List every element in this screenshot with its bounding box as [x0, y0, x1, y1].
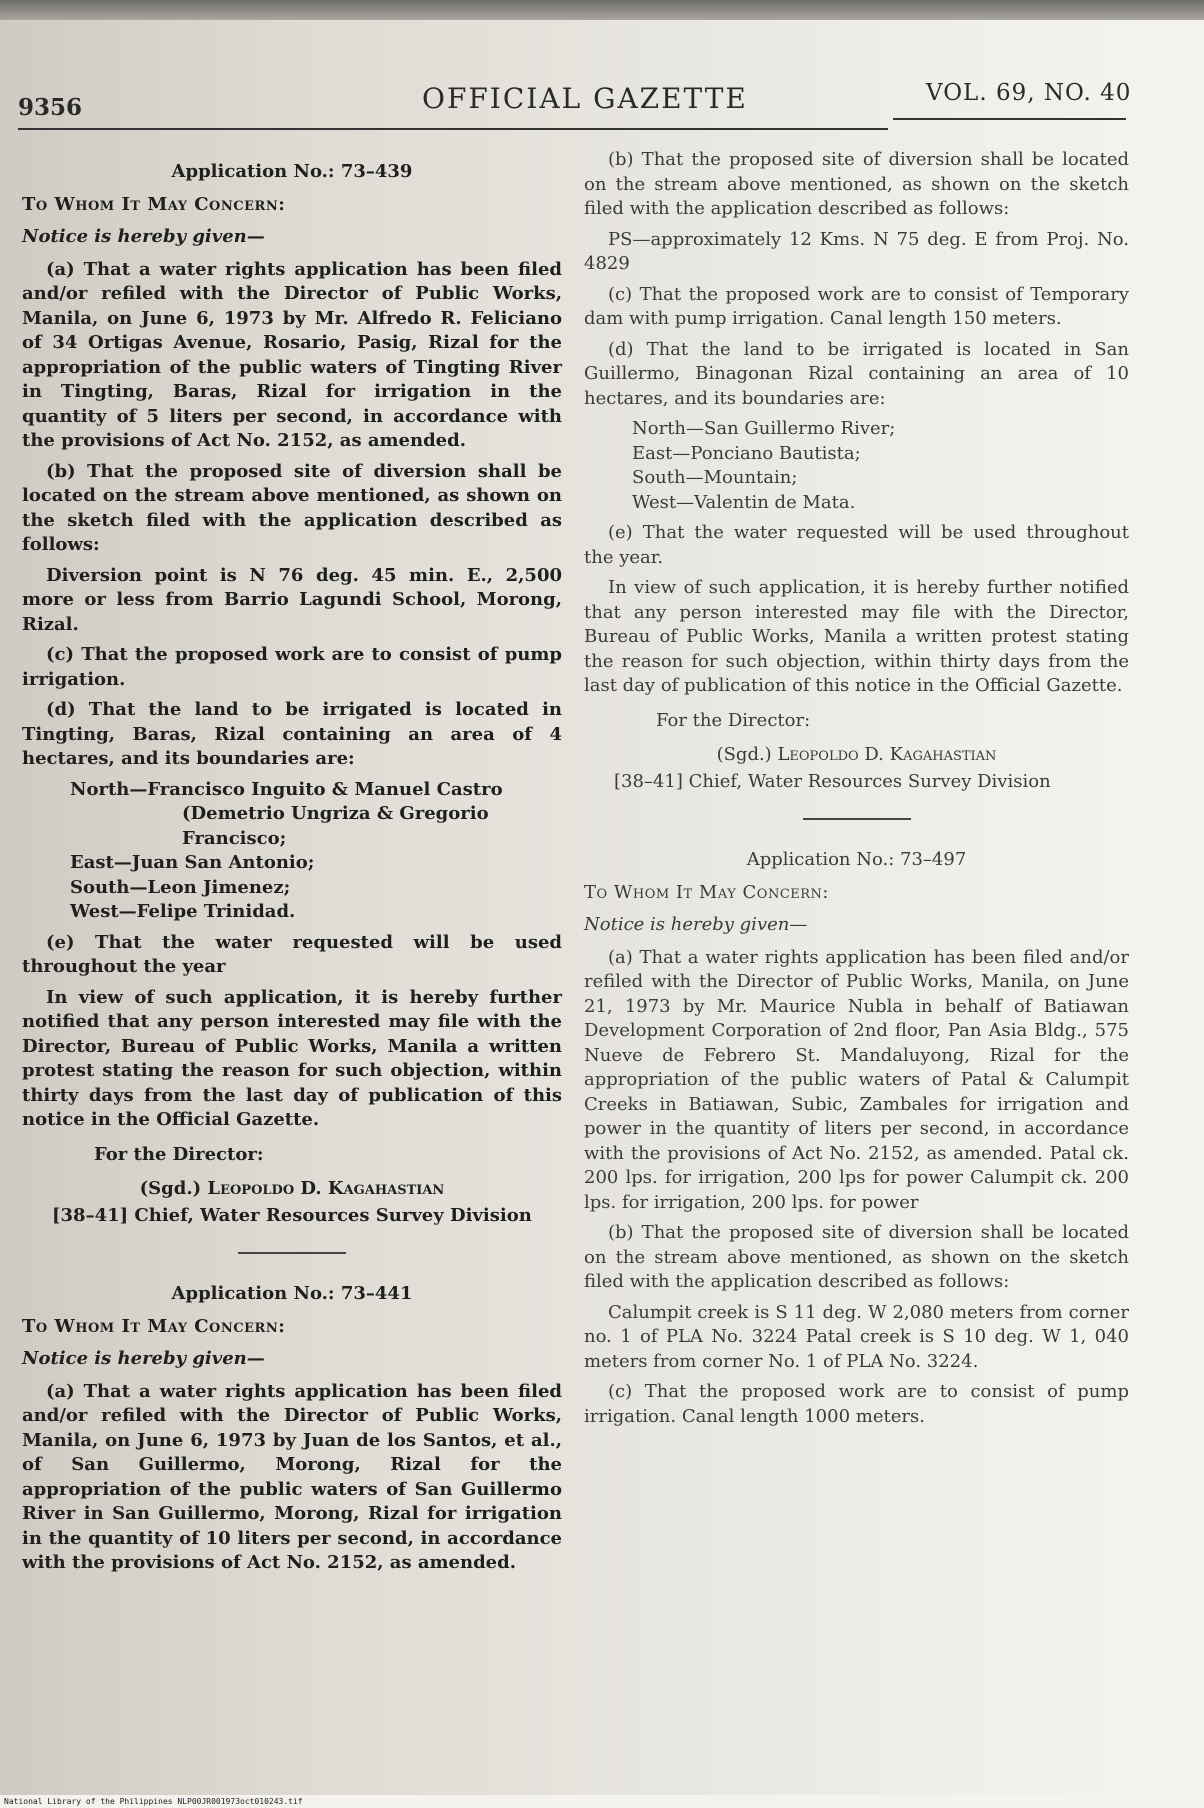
boundary-south: South—Mountain; [632, 467, 798, 488]
paragraph-b: (b) That the proposed site of diversion shall be located on the stream above mentioned, as shown on the sketch filed with the application described as follows: [22, 460, 562, 555]
sgd-prefix: (Sgd.) [139, 1178, 202, 1199]
boundary-west: West—Valentin de Mata. [632, 491, 856, 513]
application-title: Application No.: 73–439 [171, 161, 413, 182]
paragraph-d: (d) That the land to be irrigated is located in San Guillermo, Binagonan Rizal containing an area of 10 hectares, and its boundaries are: [584, 338, 1129, 409]
diversion-point: Diversion point is N 76 deg. 45 min. E., 2,500 more or less from Barrio Lagundi School, Morong, Rizal. [22, 564, 562, 635]
notice-line: Notice is hereby given— [22, 1348, 265, 1369]
boundary-north-cont: (Demetrio Ungriza & Gregorio [182, 803, 489, 824]
paragraph-b: (b) That the proposed site of diversion shall be located on the stream above mentioned, as shown on the sketch filed with the application described as follows: [584, 1222, 1129, 1292]
paragraph-c: (c) That the proposed work are to consist of pump irrigation. [22, 644, 562, 690]
paragraph-e: (e) That the water requested will be used throughout the year. [584, 522, 1129, 568]
paragraph-c: (c) That the proposed work are to consist of Temporary dam with pump irrigation. Canal length 150 meters. [584, 283, 1129, 329]
boundary-north: North—San Guillermo River; [632, 418, 896, 439]
paragraph-a: (a) That a water rights application has been filed and/or refiled with the Director of Public Works, Manila, on June 6, 1973 by Juan de los Santos, et al., of San Guillermo, Morong, Rizal for the appropriation of the public waters of San Guillermo River in San Guillermo, Morong, Rizal for irrigation in the quantity of 10 liters per second, in accordance with the provisions of Act No. 2152, as amended. [22, 1380, 562, 1573]
paragraph-c: (c) That the proposed work are to consist of pump irrigation. Canal length 1000 meters. [584, 1381, 1129, 1427]
protest-paragraph: In view of such application, it is hereby further notified that any person interested may file with the Director, Bureau of Public Works, Manila a written protest stating the reason for such objection, within thirty days from the last day of publication of this notice in the Official Gazette. [22, 986, 562, 1130]
boundary-north-cont: Francisco; [182, 827, 287, 849]
signatory-name: Leopoldo D. Kagahastian [777, 744, 997, 765]
notice-line: Notice is hereby given— [584, 914, 808, 935]
gazette-title: OFFICIAL GAZETTE [422, 82, 748, 115]
diversion-point: Calumpit creek is S 11 deg. W 2,080 meters from corner no. 1 of PLA No. 3224 Patal creek is S 10 deg. W 1, 040 meters from corner No. 1 of PLA No. 3224. [584, 1301, 1129, 1372]
salutation: To Whom It May Concern: [22, 193, 286, 215]
for-the-director: For the Director: [94, 1143, 264, 1165]
signatory-title [22, 1204, 562, 1229]
page-number: 9356 [18, 94, 83, 121]
paragraph-b: (b) That the proposed site of diversion shall be located on the stream above mentioned, as shown on the sketch filed with the application described as follows: [584, 149, 1129, 219]
boundary-north: North—Francisco Inguito & Manuel Castro [70, 778, 503, 800]
paragraph-a: (a) That a water rights application has been filed and/or refiled with the Director of Public Works, Manila, on June 6, 1973 by Mr. Alfredo R. Feliciano of 34 Ortigas Avenue, Rosario, Pasig, Rizal for the appropriation of the public waters of Tingting River in Tingting, Baras, Rizal for irrigation in the quantity of 5 liters per second, in accordance with the provisions of Act No. 2152, as amended. [22, 258, 562, 451]
issue-ref: [38–41] [52, 1204, 129, 1226]
protest-paragraph: In view of such application, it is hereby further notified that any person interested may file with the Director, Bureau of Public Works, Manila a written protest stating the reason for such objection, within thirty days from the last day of publication of this notice in the Official Gazette. [584, 577, 1129, 696]
boundary-east: East—Ponciano Bautista; [632, 442, 861, 464]
signature-line [584, 743, 1129, 768]
salutation: To Whom It May Concern: [584, 881, 829, 903]
scan-footer: National Library of the Philippines NLP00JR001973oct010243.tif [0, 1795, 1204, 1808]
notice-line: Notice is hereby given— [22, 226, 265, 247]
section-separator [803, 818, 911, 820]
section-separator [238, 1252, 346, 1254]
application-title: Application No.: 73–497 [746, 849, 967, 870]
right-column [584, 148, 1129, 1435]
header-rule-right [893, 118, 1126, 120]
boundary-south: South—Leon Jimenez; [70, 876, 291, 898]
division-name: Chief, Water Resources Survey Division [134, 1204, 532, 1226]
application-title: Application No.: 73–441 [171, 1283, 413, 1304]
paragraph-e: (e) That the water requested will be used throughout the year [22, 931, 562, 977]
paragraph-d: (d) That the land to be irrigated is located in Tingting, Baras, Rizal containing an area of 4 hectares, and its boundaries are: [22, 699, 562, 769]
salutation: To Whom It May Concern: [22, 1315, 286, 1337]
division-name: Chief, Water Resources Survey Division [688, 770, 1051, 792]
left-column [22, 148, 562, 1582]
volume-number: VOL. 69, NO. 40 [926, 80, 1132, 106]
signatory-title [584, 770, 1129, 795]
paragraph-a: (a) That a water rights application has been filed and/or refiled with the Director of Public Works, Manila, on June 21, 1973 by Mr. Maurice Nubla in behalf of Batiawan Development Corporation of 2nd floor, Pan Asia Bldg., 575 Nueve de Febrero St. Mandaluyong, Rizal for the appropriation of the public waters of Patal & Calumpit Creeks in Batiawan, Subic, Zambales for irrigation and power in the quantity of liters per second, in accordance with the provisions of Act No. 2152, as amended. Patal ck. 200 lps. for irrigation, 200 lps for power Calumpit ck. 200 lps. for irrigation, 200 lps. for power [584, 946, 1129, 1213]
ps-location: PS—approximately 12 Kms. N 75 deg. E from Proj. No. 4829 [584, 228, 1129, 274]
scan-edge [0, 0, 1204, 20]
issue-ref: [38–41] [614, 770, 683, 792]
header-rule [18, 128, 888, 130]
boundary-west: West—Felipe Trinidad. [70, 901, 296, 922]
sgd-prefix: (Sgd.) [716, 744, 772, 765]
page-header [0, 80, 1204, 140]
for-the-director: For the Director: [656, 709, 811, 731]
signature-line [22, 1177, 562, 1202]
boundary-east: East—Juan San Antonio; [70, 852, 315, 873]
signatory-name: Leopoldo D. Kagahastian [207, 1178, 445, 1199]
